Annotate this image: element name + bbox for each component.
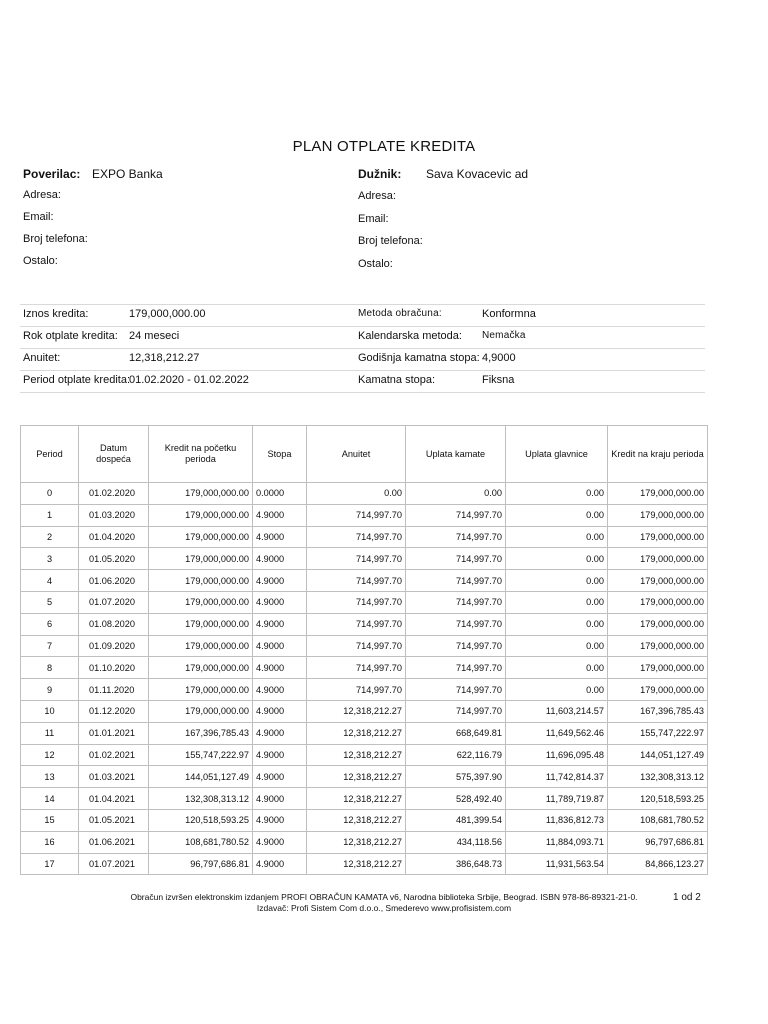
cell-opening-balance: 167,396,785.43: [149, 722, 253, 744]
table-row: [21, 591, 708, 613]
table-row: [21, 766, 708, 788]
cell-opening-balance: 120,518,593.25: [149, 809, 253, 831]
column-header-opening-balance: Kredit na početku perioda: [149, 426, 253, 483]
cell-due-date: 01.03.2021: [79, 766, 149, 788]
table-row: [21, 788, 708, 810]
cell-interest-paid: 622,116.79: [406, 744, 506, 766]
terms-right-label: Godišnja kamatna stopa:: [358, 352, 480, 364]
cell-period: 13: [21, 766, 79, 788]
cell-interest-paid: 714,997.70: [406, 700, 506, 722]
creditor-label: Poverilac:: [23, 167, 81, 181]
terms-left-value: 01.02.2020 - 01.02.2022: [129, 374, 249, 386]
cell-interest-paid: 714,997.70: [406, 679, 506, 701]
cell-period: 8: [21, 657, 79, 679]
cell-due-date: 01.09.2020: [79, 635, 149, 657]
cell-rate: 4.9000: [253, 613, 307, 635]
cell-period: 6: [21, 613, 79, 635]
terms-right-value: Konformna: [482, 308, 536, 320]
cell-annuity: 12,318,212.27: [307, 722, 406, 744]
cell-rate: 4.9000: [253, 570, 307, 592]
column-header-closing-balance: Kredit na kraju perioda: [608, 426, 708, 483]
creditor-email-label: Email:: [23, 211, 54, 223]
debtor-name: Sava Kovacevic ad: [426, 167, 529, 181]
cell-interest-paid: 714,997.70: [406, 504, 506, 526]
cell-due-date: 01.02.2021: [79, 744, 149, 766]
cell-interest-paid: 714,997.70: [406, 548, 506, 570]
cell-rate: 4.9000: [253, 766, 307, 788]
column-header-period: Period: [21, 426, 79, 483]
cell-due-date: 01.07.2020: [79, 591, 149, 613]
cell-closing-balance: 108,681,780.52: [608, 809, 708, 831]
cell-period: 7: [21, 635, 79, 657]
cell-annuity: 714,997.70: [307, 548, 406, 570]
cell-annuity: 714,997.70: [307, 526, 406, 548]
cell-opening-balance: 179,000,000.00: [149, 679, 253, 701]
cell-due-date: 01.12.2020: [79, 700, 149, 722]
cell-opening-balance: 179,000,000.00: [149, 657, 253, 679]
cell-principal-paid: 0.00: [506, 504, 608, 526]
cell-annuity: 0.00: [307, 483, 406, 505]
cell-principal-paid: 11,603,214.57: [506, 700, 608, 722]
table-body: [21, 483, 708, 875]
cell-principal-paid: 0.00: [506, 591, 608, 613]
cell-closing-balance: 179,000,000.00: [608, 679, 708, 701]
cell-opening-balance: 132,308,313.12: [149, 788, 253, 810]
table-row: [21, 635, 708, 657]
cell-rate: 0.0000: [253, 483, 307, 505]
cell-opening-balance: 179,000,000.00: [149, 526, 253, 548]
cell-annuity: 12,318,212.27: [307, 831, 406, 853]
terms-right-value: Nemačka: [482, 330, 526, 341]
cell-closing-balance: 179,000,000.00: [608, 526, 708, 548]
cell-principal-paid: 11,696,095.48: [506, 744, 608, 766]
cell-period: 3: [21, 548, 79, 570]
terms-right-label: Metoda obračuna:: [358, 308, 442, 319]
cell-annuity: 12,318,212.27: [307, 744, 406, 766]
cell-closing-balance: 167,396,785.43: [608, 700, 708, 722]
cell-annuity: 12,318,212.27: [307, 766, 406, 788]
document-title: PLAN OTPLATE KREDITA: [292, 138, 476, 155]
table-row: [21, 831, 708, 853]
cell-opening-balance: 96,797,686.81: [149, 853, 253, 875]
cell-rate: 4.9000: [253, 548, 307, 570]
cell-closing-balance: 179,000,000.00: [608, 483, 708, 505]
cell-due-date: 01.04.2021: [79, 788, 149, 810]
cell-due-date: 01.06.2020: [79, 570, 149, 592]
cell-period: 1: [21, 504, 79, 526]
cell-annuity: 714,997.70: [307, 679, 406, 701]
cell-closing-balance: 179,000,000.00: [608, 657, 708, 679]
terms-left-label: Rok otplate kredita:: [23, 330, 118, 342]
cell-rate: 4.9000: [253, 809, 307, 831]
cell-principal-paid: 11,789,719.87: [506, 788, 608, 810]
cell-opening-balance: 179,000,000.00: [149, 613, 253, 635]
terms-left-value: 24 meseci: [129, 330, 180, 342]
cell-principal-paid: 11,836,812.73: [506, 809, 608, 831]
cell-opening-balance: 144,051,127.49: [149, 766, 253, 788]
cell-rate: 4.9000: [253, 722, 307, 744]
cell-closing-balance: 120,518,593.25: [608, 788, 708, 810]
cell-rate: 4.9000: [253, 744, 307, 766]
terms-row: [20, 348, 705, 370]
cell-principal-paid: 0.00: [506, 570, 608, 592]
cell-rate: 4.9000: [253, 504, 307, 526]
terms-left-value: 12,318,212.27: [129, 352, 200, 364]
cell-closing-balance: 179,000,000.00: [608, 591, 708, 613]
creditor-other-label: Ostalo:: [23, 255, 58, 267]
cell-closing-balance: 96,797,686.81: [608, 831, 708, 853]
cell-interest-paid: 0.00: [406, 483, 506, 505]
cell-due-date: 01.05.2021: [79, 809, 149, 831]
terms-right-value: 4,9000: [482, 352, 516, 364]
cell-rate: 4.9000: [253, 591, 307, 613]
cell-period: 11: [21, 722, 79, 744]
cell-due-date: 01.10.2020: [79, 657, 149, 679]
cell-interest-paid: 575,397.90: [406, 766, 506, 788]
cell-due-date: 01.04.2020: [79, 526, 149, 548]
cell-rate: 4.9000: [253, 635, 307, 657]
terms-left-label: Iznos kredita:: [23, 308, 89, 320]
cell-interest-paid: 668,649.81: [406, 722, 506, 744]
repayment-schedule-table: [20, 425, 708, 875]
cell-period: 5: [21, 591, 79, 613]
cell-annuity: 714,997.70: [307, 613, 406, 635]
cell-principal-paid: 0.00: [506, 548, 608, 570]
cell-principal-paid: 11,931,563.54: [506, 853, 608, 875]
cell-principal-paid: 0.00: [506, 657, 608, 679]
cell-due-date: 01.01.2021: [79, 722, 149, 744]
cell-rate: 4.9000: [253, 526, 307, 548]
cell-principal-paid: 0.00: [506, 483, 608, 505]
cell-due-date: 01.08.2020: [79, 613, 149, 635]
cell-annuity: 12,318,212.27: [307, 809, 406, 831]
table-row: [21, 744, 708, 766]
cell-interest-paid: 714,997.70: [406, 591, 506, 613]
cell-interest-paid: 528,492.40: [406, 788, 506, 810]
cell-period: 10: [21, 700, 79, 722]
cell-principal-paid: 0.00: [506, 679, 608, 701]
column-header-principal-paid: Uplata glavnice: [506, 426, 608, 483]
cell-principal-paid: 0.00: [506, 613, 608, 635]
cell-period: 2: [21, 526, 79, 548]
cell-period: 4: [21, 570, 79, 592]
cell-period: 9: [21, 679, 79, 701]
table-row: [21, 504, 708, 526]
debtor-email-label: Email:: [358, 213, 389, 225]
terms-right-label: Kalendarska metoda:: [358, 330, 462, 342]
footer-line-2: Izdavač: Profi Sistem Com d.o.o., Smederevo www.profisistem.com: [256, 903, 512, 913]
cell-opening-balance: 155,747,222.97: [149, 744, 253, 766]
terms-left-value: 179,000,000.00: [129, 308, 206, 320]
column-header-interest-paid: Uplata kamate: [406, 426, 506, 483]
cell-interest-paid: 481,399.54: [406, 809, 506, 831]
cell-closing-balance: 132,308,313.12: [608, 766, 708, 788]
creditor-phone-label: Broj telefona:: [23, 233, 88, 245]
debtor-address-label: Adresa:: [358, 190, 396, 202]
cell-period: 16: [21, 831, 79, 853]
column-header-annuity: Anuitet: [307, 426, 406, 483]
cell-interest-paid: 714,997.70: [406, 613, 506, 635]
cell-principal-paid: 0.00: [506, 526, 608, 548]
cell-annuity: 12,318,212.27: [307, 700, 406, 722]
cell-due-date: 01.03.2020: [79, 504, 149, 526]
cell-closing-balance: 179,000,000.00: [608, 504, 708, 526]
cell-period: 14: [21, 788, 79, 810]
cell-closing-balance: 84,866,123.27: [608, 853, 708, 875]
table-row: [21, 613, 708, 635]
cell-closing-balance: 179,000,000.00: [608, 548, 708, 570]
page-number: 1 od 2: [673, 892, 701, 903]
table-row: [21, 657, 708, 679]
debtor-header: [358, 167, 529, 181]
cell-opening-balance: 179,000,000.00: [149, 504, 253, 526]
cell-due-date: 01.06.2021: [79, 831, 149, 853]
table-row: [21, 853, 708, 875]
cell-opening-balance: 179,000,000.00: [149, 635, 253, 657]
cell-rate: 4.9000: [253, 679, 307, 701]
cell-principal-paid: 11,742,814.37: [506, 766, 608, 788]
debtor-phone-label: Broj telefona:: [358, 235, 423, 247]
cell-opening-balance: 179,000,000.00: [149, 591, 253, 613]
creditor-header: [23, 167, 163, 181]
cell-interest-paid: 714,997.70: [406, 526, 506, 548]
cell-rate: 4.9000: [253, 853, 307, 875]
cell-opening-balance: 179,000,000.00: [149, 570, 253, 592]
terms-right-value: Fiksna: [482, 374, 515, 386]
cell-interest-paid: 386,648.73: [406, 853, 506, 875]
cell-period: 17: [21, 853, 79, 875]
cell-annuity: 714,997.70: [307, 570, 406, 592]
cell-annuity: 714,997.70: [307, 504, 406, 526]
terms-right-label: Kamatna stopa:: [358, 374, 436, 386]
table-row: [21, 548, 708, 570]
table-row: [21, 809, 708, 831]
cell-rate: 4.9000: [253, 700, 307, 722]
cell-opening-balance: 179,000,000.00: [149, 483, 253, 505]
footer: [0, 892, 768, 914]
cell-opening-balance: 179,000,000.00: [149, 548, 253, 570]
cell-due-date: 01.05.2020: [79, 548, 149, 570]
table-row: [21, 700, 708, 722]
cell-principal-paid: 11,649,562.46: [506, 722, 608, 744]
cell-due-date: 01.02.2020: [79, 483, 149, 505]
debtor-label: Dužnik:: [358, 167, 402, 181]
cell-interest-paid: 714,997.70: [406, 657, 506, 679]
debtor-other-label: Ostalo:: [358, 258, 393, 270]
table-row: [21, 679, 708, 701]
cell-period: 12: [21, 744, 79, 766]
cell-period: 0: [21, 483, 79, 505]
cell-principal-paid: 0.00: [506, 635, 608, 657]
cell-rate: 4.9000: [253, 657, 307, 679]
cell-interest-paid: 714,997.70: [406, 570, 506, 592]
table-header-row: [21, 426, 708, 483]
cell-rate: 4.9000: [253, 831, 307, 853]
cell-closing-balance: 144,051,127.49: [608, 744, 708, 766]
table-row: [21, 526, 708, 548]
table-row: [21, 570, 708, 592]
cell-annuity: 12,318,212.27: [307, 853, 406, 875]
column-header-rate: Stopa: [253, 426, 307, 483]
cell-opening-balance: 179,000,000.00: [149, 700, 253, 722]
cell-due-date: 01.11.2020: [79, 679, 149, 701]
terms-row: [20, 370, 705, 393]
cell-due-date: 01.07.2021: [79, 853, 149, 875]
cell-closing-balance: 179,000,000.00: [608, 635, 708, 657]
cell-annuity: 12,318,212.27: [307, 788, 406, 810]
cell-annuity: 714,997.70: [307, 635, 406, 657]
cell-rate: 4.9000: [253, 788, 307, 810]
terms-left-label: Anuitet:: [23, 352, 61, 364]
cell-period: 15: [21, 809, 79, 831]
cell-annuity: 714,997.70: [307, 657, 406, 679]
cell-interest-paid: 714,997.70: [406, 635, 506, 657]
terms-row: [20, 326, 705, 348]
loan-terms: [20, 304, 705, 393]
terms-row: [20, 304, 705, 326]
creditor-name: EXPO Banka: [92, 167, 163, 181]
terms-left-label: Period otplate kredita:: [23, 374, 131, 386]
footer-line-1: Obračun izvršen elektronskim izdanjem PROFI OBRAČUN KAMATA v6, Narodna biblioteka Srbije, Beograd. ISBN 978-86-89321-21-0.: [130, 892, 638, 902]
cell-closing-balance: 155,747,222.97: [608, 722, 708, 744]
cell-interest-paid: 434,118.56: [406, 831, 506, 853]
cell-annuity: 714,997.70: [307, 591, 406, 613]
cell-closing-balance: 179,000,000.00: [608, 570, 708, 592]
cell-opening-balance: 108,681,780.52: [149, 831, 253, 853]
creditor-address-label: Adresa:: [23, 189, 61, 201]
cell-closing-balance: 179,000,000.00: [608, 613, 708, 635]
table-row: [21, 722, 708, 744]
column-header-due-date: Datum dospeća: [79, 426, 149, 483]
cell-principal-paid: 11,884,093.71: [506, 831, 608, 853]
table-row: [21, 483, 708, 505]
